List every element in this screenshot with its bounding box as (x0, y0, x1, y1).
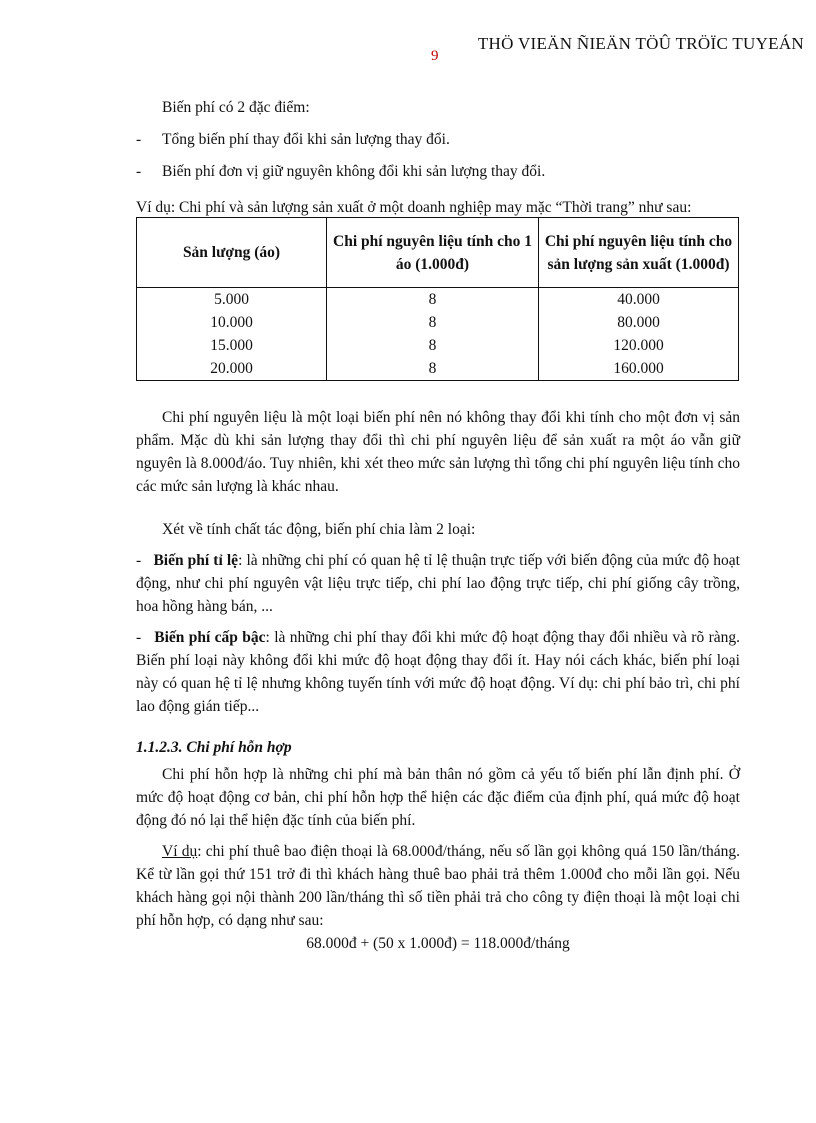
list-item (136, 160, 740, 183)
paragraph: Chi phí nguyên liệu là một loại biến phí nên nó không thay đổi khi tính cho một đơn vị sản phẩm. Mặc dù khi sản lượng thay đổi thì chi phí nguyên liệu để sản xuất ra một áo vẫn giữ nguyên là 8.000đ/áo. Tuy nhiên, khi xét theo mức sản lượng thì tổng chi phí nguyên liệu tính cho các mức sản lượng là khác nhau. (136, 409, 740, 495)
variable-cost-type-2: - Biến phí cấp bậc: là những chi phí thay đổi khi mức độ hoạt động thay đổi nhiều và rõ ràng. Biến phí loại này không đổi khi mức độ hoạt động thay đổi ít. Hay nói cách khác, biến phí loại này có quan hệ tỉ lệ nhưng không tuyến tính với mức độ hoạt động. Ví dụ: chi phí bảo trì, chi phí lao động gián tiếp... (136, 629, 740, 715)
intro-text: Biến phí có 2 đặc điểm: (162, 99, 310, 116)
list-item (136, 128, 740, 151)
table-cell: 40.000 (539, 288, 739, 312)
table-header-cell: Chi phí nguyên liệu tính cho 1 áo (1.000đ) (327, 218, 539, 288)
page-header-title: THÖ VIEÄN ÑIEÄN TÖÛ TRÖÏC TUYEÁN (477, 34, 804, 53)
term-label: Biến phí tỉ lệ (153, 552, 239, 569)
table-cell: 160.000 (539, 357, 739, 381)
table-row (137, 334, 739, 357)
table-cell: 80.000 (539, 311, 739, 334)
table-header-cell: Chi phí nguyên liệu tính cho sản lượng sản xuất (1.000đ) (539, 218, 739, 288)
table-cell: 8 (327, 288, 539, 312)
table-header-row (137, 218, 739, 288)
paragraph: Chi phí hỗn hợp là những chi phí mà bản thân nó gồm cả yếu tố biến phí lẫn định phí. Ở mức độ hoạt động cơ bản, chi phí hỗn hợp thể hiện các đặc điểm của định phí, quá mức độ hoạt động đó nó lại thể hiện đặc tính của biến phí. (136, 766, 740, 829)
table-cell: 5.000 (137, 288, 327, 312)
example-text: : chi phí thuê bao điện thoại là 68.000đ/tháng, nếu số lần gọi không quá 150 lần/tháng. Kể từ lần gọi thứ 151 trở đi thì khách hàng thuê bao phải trả thêm 1.000đ cho mỗi lần gọi. Nếu khách hàng gọi nội thành 200 lần/tháng thì số tiền phải trả cho công ty điện thoại là một loại chi phí hỗn hợp, có dạng như sau: (136, 843, 740, 929)
term-description: : là những chi phí có quan hệ tỉ lệ thuận trực tiếp với biến động của mức độ hoạt động, như chi phí nguyên vật liệu trực tiếp, chi phí lao động trực tiếp, chi phí giống cây trồng, hoa hồng hàng bán, ... (136, 552, 740, 615)
feature-text: Biến phí đơn vị giữ nguyên không đổi khi sản lượng thay đổi. (162, 163, 546, 180)
table-cell: 8 (327, 311, 539, 334)
table-cell: 120.000 (539, 334, 739, 357)
dash-bullet: - (136, 131, 142, 148)
section-title: 1.1.2.3. Chi phí hỗn hợp (136, 739, 292, 756)
example-intro: Ví dụ: Chi phí và sản lượng sản xuất ở một doanh nghiệp may mặc “Thời trang” như sau: (136, 199, 692, 216)
document-body (136, 96, 740, 955)
dash-bullet: - (136, 163, 142, 180)
table-cell: 15.000 (137, 334, 327, 357)
variable-cost-type-1: - Biến phí tỉ lệ: là những chi phí có quan hệ tỉ lệ thuận trực tiếp với biến động của mức độ hoạt động, như chi phí nguyên vật liệu trực tiếp, chi phí lao động trực tiếp, chi phí giống cây trồng, hoa hồng hàng bán, ... (136, 552, 740, 615)
paragraph: Xét về tính chất tác động, biến phí chia làm 2 loại: (162, 521, 476, 538)
table-row (137, 311, 739, 334)
example-paragraph (136, 840, 740, 932)
cost-table (136, 217, 739, 381)
formula: 68.000đ + (50 x 1.000đ) = 118.000đ/tháng (306, 935, 570, 952)
table-row (137, 288, 739, 312)
table-row (137, 357, 739, 381)
term-label: Biến phí cấp bậc (154, 629, 266, 646)
table-cell: 10.000 (137, 311, 327, 334)
feature-text: Tổng biến phí thay đổi khi sản lượng thay đổi. (162, 131, 450, 148)
example-label: Ví dụ (162, 843, 198, 860)
term-description: : là những chi phí thay đổi khi mức độ hoạt động thay đổi nhiều và rõ ràng. Biến phí loại này không đổi khi mức độ hoạt động thay đổi ít. Hay nói cách khác, biến phí loại này có quan hệ tỉ lệ nhưng không tuyến tính với mức độ hoạt động. Ví dụ: chi phí bảo trì, chi phí lao động gián tiếp... (136, 629, 740, 715)
table-cell: 8 (327, 357, 539, 381)
table-cell: 8 (327, 334, 539, 357)
page-number: 9 (431, 48, 439, 64)
table-header-cell: Sản lượng (áo) (137, 218, 327, 288)
table-cell: 20.000 (137, 357, 327, 381)
